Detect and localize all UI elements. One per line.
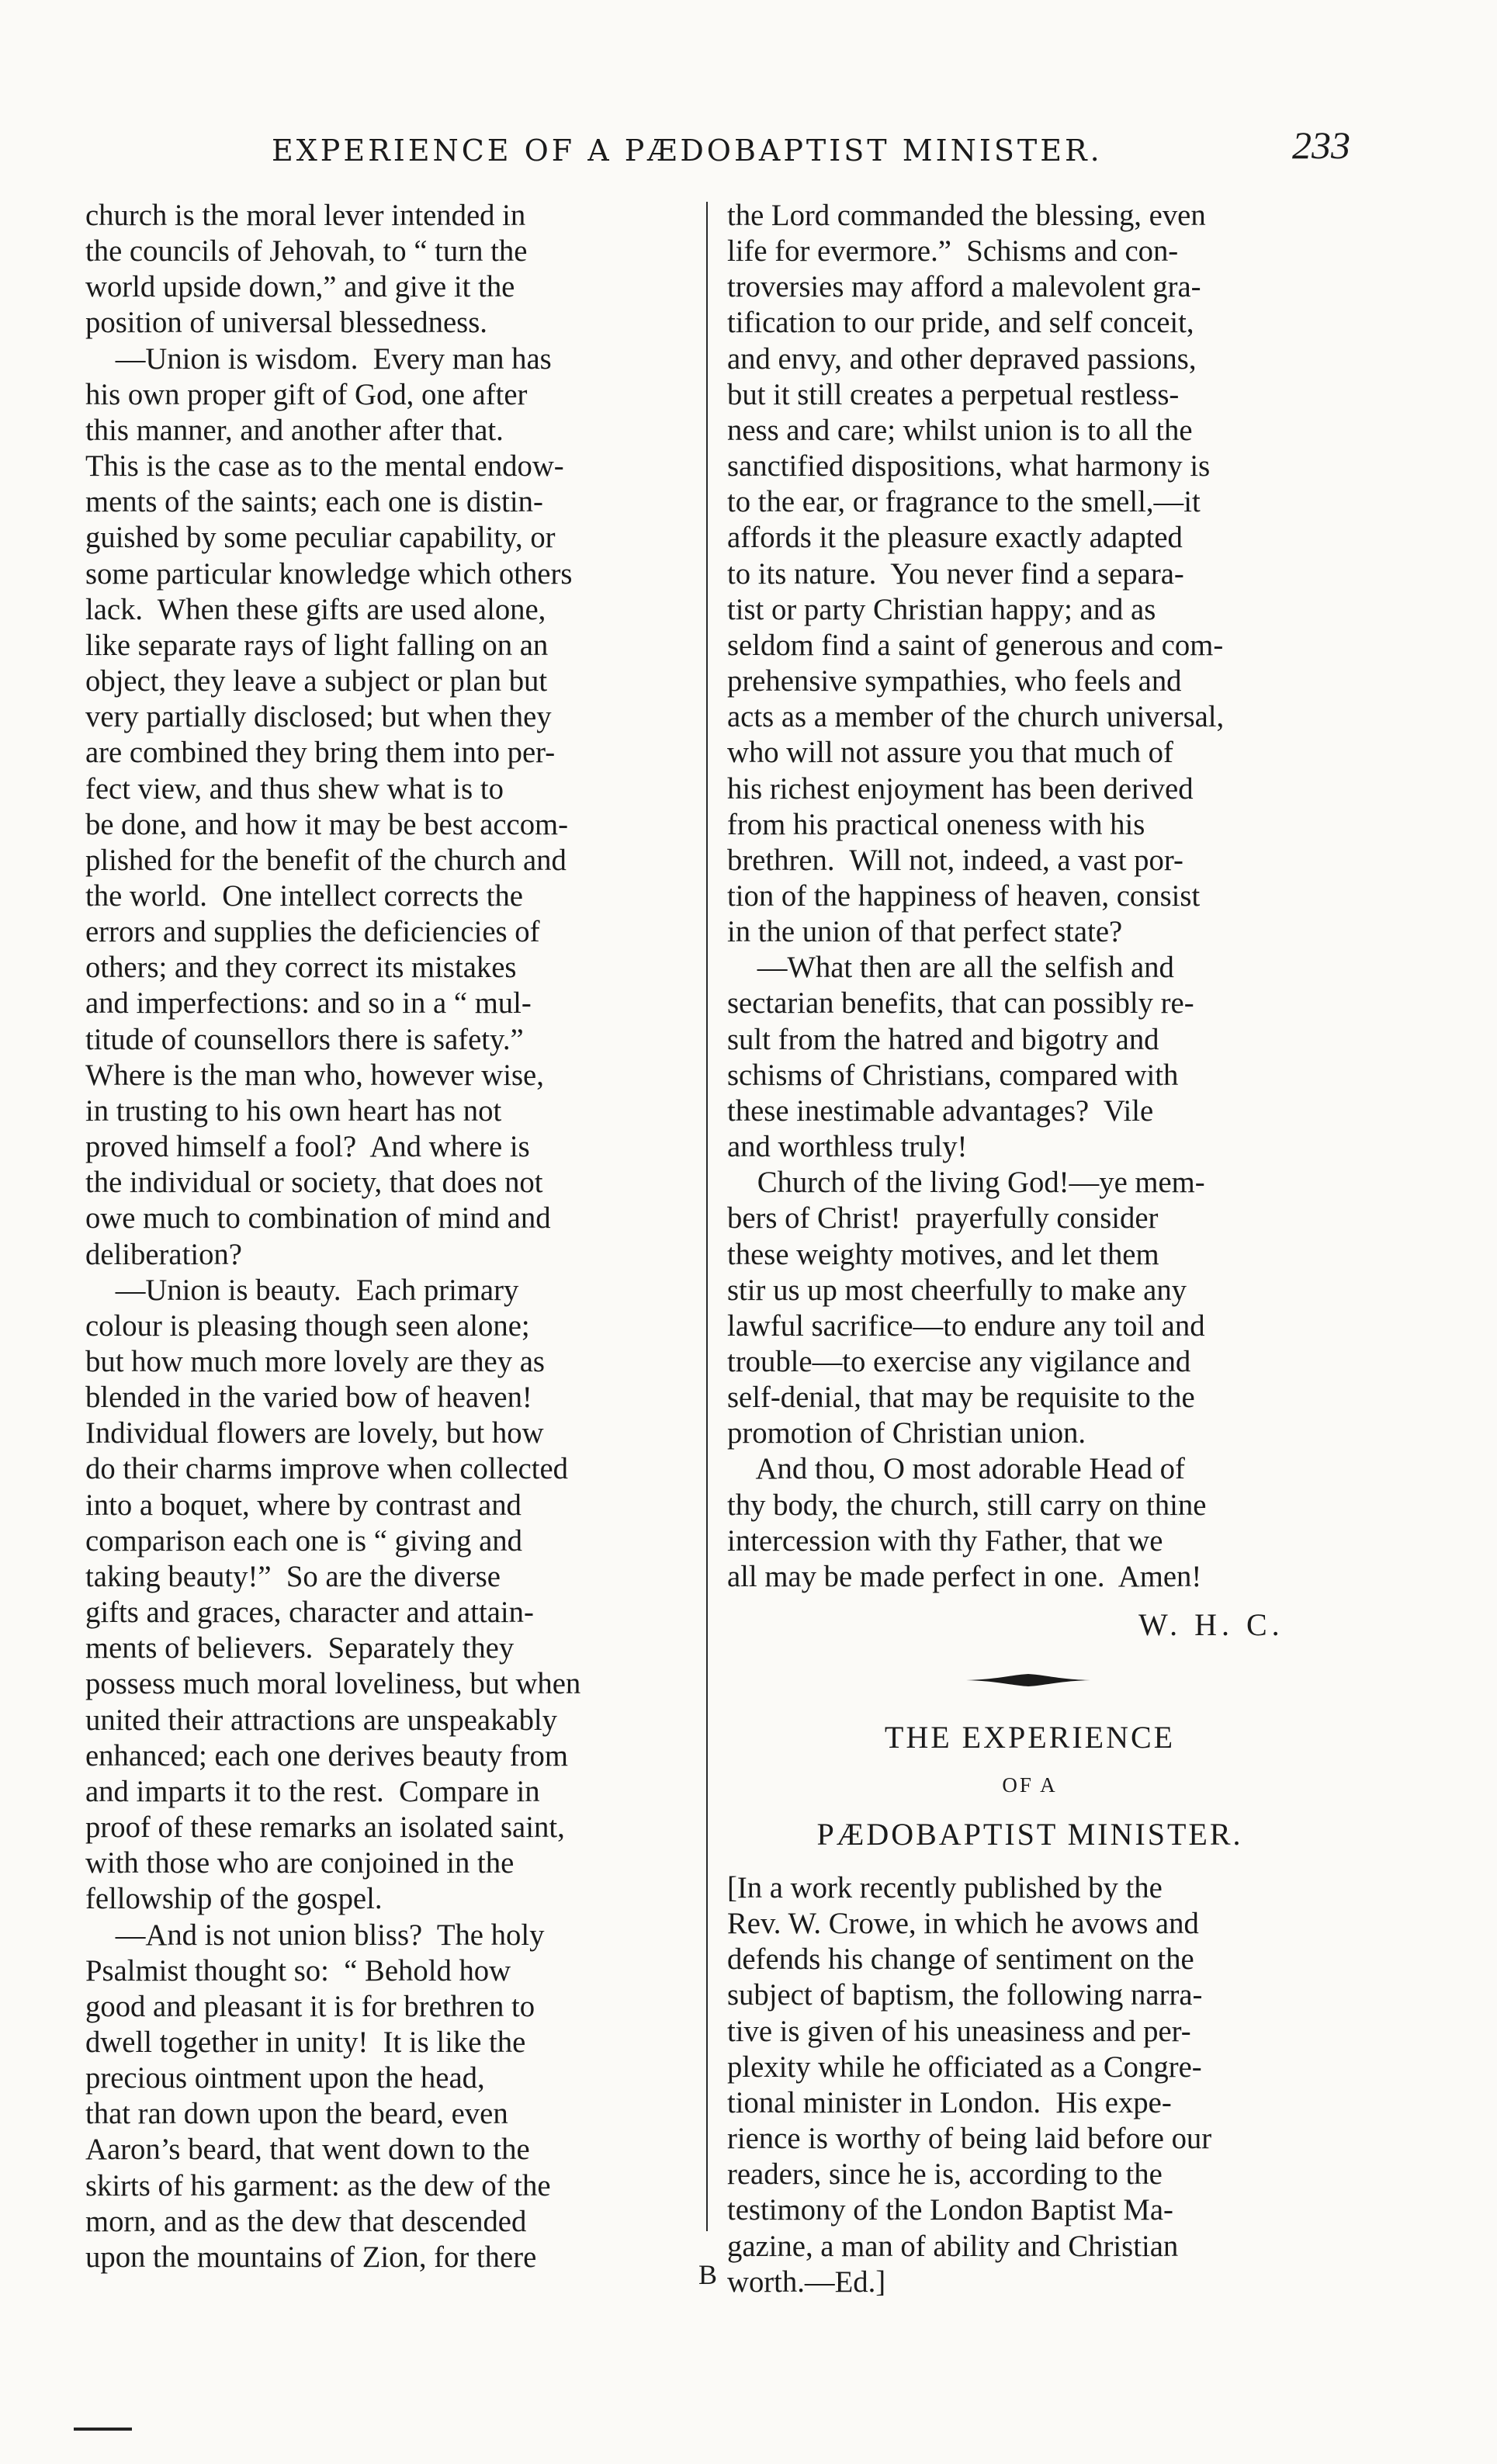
section-title-line-3: PÆDOBAPTIST MINISTER. — [816, 1817, 1243, 1852]
section-title-line-1: THE EXPERIENCE — [884, 1720, 1176, 1755]
section-title-line-2: OF A — [1002, 1773, 1058, 1797]
left-paragraph-4: —And is not union bliss? The holy Psalmist thought so: “ Behold how good and pleasant it is for brethren to dwell together in unity! It is like the precious ointment upon the head, that ran down upon the beard, even Aaron’s beard, that went down to the skirts of his garment: as the dew of the morn, and as the dew that descended upon the mountains of Zion, for there — [85, 1918, 551, 2274]
right-paragraph-4: And thou, O most adorable Head of thy body, the church, still carry on thine intercession with thy Father, that we all may be made perfect in one. Amen! — [727, 1453, 1207, 1593]
left-paragraph-3: —Union is beauty. Each primary colour is pleasing though seen alone; but how much more lovely are they as blended in the varied bow of heaven! Individual flowers are lovely, but how do their charms improve when collected into a boquet, where by contrast and comparison each one is “ giving and taking beauty!” So are the diverse gifts and graces, character and attain- ments of believers. Separately they possess much moral loveliness, but when united their attractions are unspeakably enhanced; each one derives beauty from and imparts it to the rest. Compare in proof of these remarks an isolated saint, with those who are conjoined in the fellowship of the gospel. — [85, 1274, 581, 1916]
right-column — [727, 198, 1332, 1595]
ornament-divider-icon — [966, 1672, 1090, 1688]
right-paragraph-2: —What then are all the selfish and sectarian benefits, that can possibly re- sult from the hatred and bigotry and schisms of Christians, compared with these inestimable advantages? Vile and worthless truly! — [727, 951, 1194, 1164]
left-column — [85, 198, 691, 2275]
page-number: 233 — [1292, 123, 1350, 167]
page-header — [85, 116, 1350, 178]
printer-signature-mark: B — [698, 2259, 718, 2290]
article-signature: W. H. C. — [1138, 1607, 1284, 1642]
running-title: EXPERIENCE OF A PÆDOBAPTIST MINISTER. — [272, 133, 1103, 168]
right-paragraph-3: Church of the living God!—ye mem- bers of Christ! prayerfully consider these weighty motives, and let them stir us up most cheerfully to make any lawful sacrifice—to endure any toil and trouble—to exercise any vigilance and self-denial, that may be requisite to the promotion of Christian union. — [727, 1166, 1205, 1450]
editorial-intro — [727, 1870, 1332, 2300]
column-divider — [706, 202, 708, 2231]
editorial-intro-text: [In a work recently published by the Rev. W. Crowe, in which he avows and defends his change of sentiment on the subject of baptism, the following narra- tive is given of his uneasiness and per- plexity while he officiated as a Congre- tional minister in London. His expe- rience is worthy of being laid before our readers, since he is, according to the testimony of the London Baptist Ma- gazine, a man of ability and Christian worth.—Ed.] — [727, 1872, 1212, 2299]
left-paragraph-2: —Union is wisdom. Every man has his own proper gift of God, one after this manner, and another after that. This is the case as to the mental endow- ments of the saints; each one is distin- guished by some peculiar capability, or some particular knowledge which others lack. When these gifts are used alone, like separate rays of light falling on an object, they leave a subject or plan but very partially disclosed; but when they are combined they bring them into per- fect view, and thus shew what is to be done, and how it may be best accom- plished for the benefit of the church and the world. One intellect corrects the errors and supplies the deficiencies of others; and they correct its mistakes and imperfections: and so in a “ mul- titude of counsellors there is safety.” Where is the man who, however wise, in trusting to his own heart has not proved himself a fool? And where is the individual or society, that does not owe much to combination of mind and deliberation? — [85, 342, 573, 1271]
right-paragraph-1: the Lord commanded the blessing, even life for evermore.” Schisms and con- troversies may afford a malevolent gra- tification to our pride, and self conceit, and envy, and other depraved passions, but it still creates a perpetual restless- ness and care; whilst union is to all the sanctified dispositions, what harmony is to the ear, or fragrance to the smell,—it affords it the pleasure exactly adapted to its nature. You never find a separa- tist or party Christian happy; and as seldom find a saint of generous and com- prehensive sympathies, who feels and acts as a member of the church universal, who will not assure you that much of his richest enjoyment has been derived from his practical oneness with his brethren. Will not, indeed, a vast por- tion of the happiness of heaven, consist in the union of that perfect state? — [727, 199, 1225, 949]
left-paragraph-1: church is the moral lever intended in the councils of Jehovah, to “ turn the world upside down,” and give it the position of universal blessedness. — [85, 199, 528, 340]
bottom-stroke — [74, 2428, 132, 2431]
